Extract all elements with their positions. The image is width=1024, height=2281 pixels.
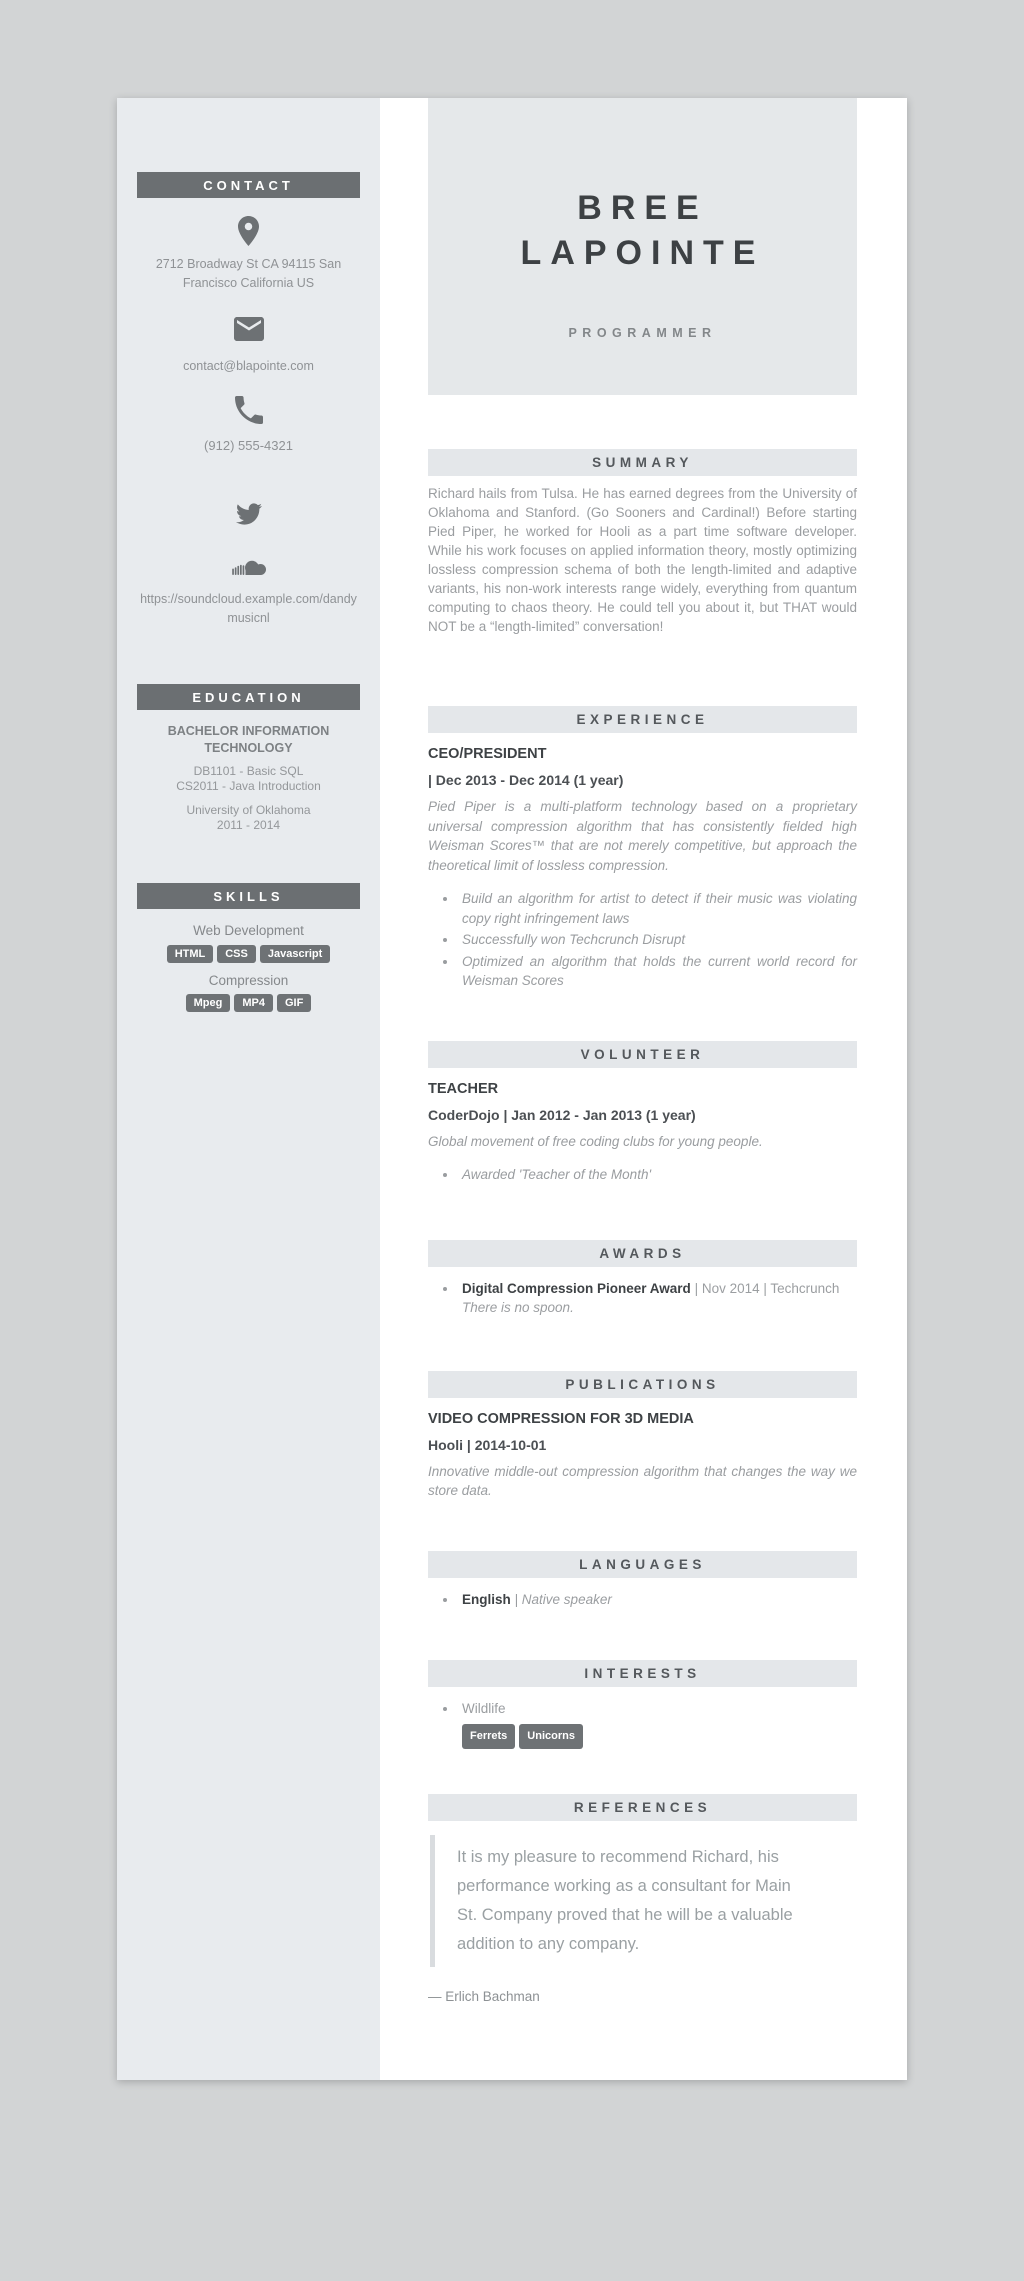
education-course: DB1101 - Basic SQL	[193, 764, 304, 778]
skill-group-label: Web Development	[193, 923, 304, 938]
skill-tag: CSS	[217, 945, 256, 963]
experience-section-header: EXPERIENCE	[428, 706, 857, 733]
awards-list	[428, 1279, 857, 1318]
interests-list	[428, 1699, 857, 1749]
volunteer-bullet-list	[428, 1165, 857, 1185]
references-section-header: REFERENCES	[428, 1794, 857, 1821]
languages-list	[428, 1590, 857, 1610]
language-level: | Native speaker	[514, 1591, 612, 1607]
role-subtitle: PROGRAMMER	[568, 326, 717, 340]
reference-quote: It is my pleasure to recommend Richard, his performance working as a consultant for Main St. Company proved that he will be a valuable addition to any company.	[430, 1835, 835, 1967]
reference-attribution: — Erlich Bachman	[428, 1989, 540, 2004]
interest-tag-row	[462, 1724, 857, 1750]
skill-tag-row	[117, 993, 380, 1012]
language-name: English	[462, 1591, 511, 1607]
skill-tag: HTML	[167, 945, 214, 963]
volunteer-role: TEACHER	[428, 1080, 499, 1097]
award-note: There is no spoon.	[462, 1300, 574, 1315]
skill-tag: Mpeg	[186, 994, 231, 1012]
experience-bullet-list	[428, 889, 857, 991]
page-title: BREE LAPOINTE	[520, 189, 765, 272]
contact-email: contact@blapointe.com	[183, 359, 314, 373]
education-school: University of Oklahoma	[186, 803, 311, 817]
interests-section-header: INTERESTS	[428, 1660, 857, 1687]
skill-tag: Javascript	[260, 945, 330, 963]
publication-description: Innovative middle-out compression algorithm that changes the way we store data.	[428, 1463, 857, 1498]
award-title: Digital Compression Pioneer Award	[462, 1280, 691, 1296]
interest-item	[458, 1699, 857, 1749]
awards-section-header: AWARDS	[428, 1240, 857, 1267]
list-item: • Awarded 'Teacher of the Month'	[458, 1165, 857, 1185]
interest-tag: Unicorns	[519, 1724, 583, 1750]
contact-address: 2712 Broadway St CA 94115 San Francisco California US	[155, 257, 342, 290]
email-icon	[117, 317, 380, 341]
volunteer-section-header: VOLUNTEER	[428, 1041, 857, 1068]
experience-dates: | Dec 2013 - Dec 2014 (1 year)	[428, 772, 624, 788]
education-course: CS2011 - Java Introduction	[176, 779, 321, 793]
soundcloud-link[interactable]: https://soundcloud.example.com/dandymusicnl	[140, 592, 357, 625]
award-item	[458, 1279, 857, 1318]
soundcloud-icon	[117, 559, 380, 576]
publication-meta: Hooli | 2014-10-01	[428, 1436, 547, 1453]
languages-section-header: LANGUAGES	[428, 1551, 857, 1578]
experience-description: Pied Piper is a multi-platform technology based on a proprietary universal compression algorithm that has consistently fielded high Weisman Scores™ that are not merely competitive, but approach the theoretical limit of lossless compression.	[428, 799, 857, 873]
education-section-header: EDUCATION	[137, 684, 360, 710]
resume-document	[117, 98, 907, 2080]
experience-role: CEO/PRESIDENT	[428, 746, 547, 762]
language-item	[458, 1590, 857, 1610]
volunteer-org-dates: CoderDojo | Jan 2012 - Jan 2013 (1 year)	[428, 1106, 696, 1123]
publication-title: VIDEO COMPRESSION FOR 3D MEDIA	[428, 1410, 694, 1427]
skills-section-header: SKILLS	[137, 883, 360, 909]
sidebar	[117, 98, 380, 2080]
skill-tag: GIF	[277, 994, 311, 1012]
name-panel	[428, 98, 857, 395]
interest-tag: Ferrets	[462, 1724, 515, 1750]
skill-group-label: Compression	[208, 973, 289, 988]
contact-phone: (912) 555-4321	[204, 438, 293, 453]
main-column	[380, 98, 907, 2080]
summary-section-header: SUMMARY	[428, 449, 857, 476]
contact-section-header: CONTACT	[137, 172, 360, 198]
list-item: • Build an algorithm for artist to detect if their music was violating copy right infringement laws	[458, 889, 857, 928]
skill-tag-row	[117, 944, 380, 963]
summary-text: Richard hails from Tulsa. He has earned degrees from the University of Oklahoma and Stanford. (Go Sooners and Cardinal!) Before starting Pied Piper, he worked for Hooli as a part time software developer. While his work focuses on applied information theory, mostly optimizing lossless compression schema of both the length-limited and adaptive variants, his non-work interests range widely, everything from quantum computing to chaos theory. He could tell you about it, but THAT would NOT be a “length-limited” conversation!	[428, 486, 857, 634]
volunteer-description: Global movement of free coding clubs for young people.	[428, 1133, 763, 1149]
skill-tag: MP4	[234, 994, 273, 1012]
publications-section-header: PUBLICATIONS	[428, 1371, 857, 1398]
location-icon	[117, 216, 380, 246]
education-years: 2011 - 2014	[216, 818, 281, 832]
interest-label: Wildlife	[462, 1701, 506, 1716]
phone-icon	[117, 396, 380, 424]
award-meta: | Nov 2014 | Techcrunch	[694, 1280, 840, 1296]
list-item: • Successfully won Techcrunch Disrupt	[458, 930, 857, 950]
twitter-icon	[117, 501, 380, 527]
list-item: • Optimized an algorithm that holds the current world record for Weisman Scores	[458, 952, 857, 991]
education-degree: BACHELOR INFORMATION TECHNOLOGY	[167, 724, 330, 755]
